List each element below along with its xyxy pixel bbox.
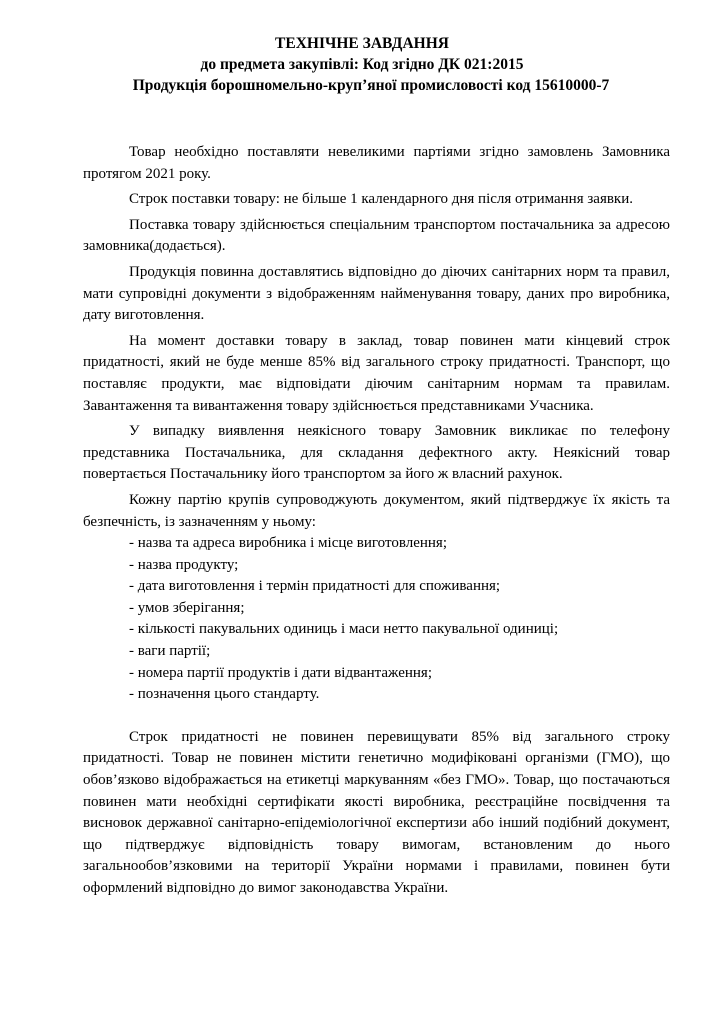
- paragraph-shelf-life: На момент доставки товару в заклад, товар повинен мати кінцевий строк придатності, який не буде менше 85% від загального строку придатності. Транспорт, що поставляє продукти, має відповідати діючим санітарним нормам та правилам. Завантаження та вивантаження товару здійснюється представниками Учасника.: [83, 332, 670, 414]
- document-header: [0, 33, 724, 96]
- paragraph-certificates: Строк придатності не повинен перевищувати 85% від загального строку придатності. Товар не повинен містити генетично модифіковані організми (ГМО), що обов’язково відображається на етикетці маркуванням «без ГМО». Товар, що постачаються повинен мати необхідні сертифікати якості виробника, реєстраційне посвідчення та висновок державної санітарно-епідеміологічної експертизи або інший подібний документ, що підтверджує відповідність товару вимогам, встановленим до нього загальнообов’язковими на території України нормами і правилами, повинен бути оформлений відповідно до вимог законодавства України.: [83, 728, 670, 896]
- paragraph-sanitary-norms: Продукція повинна доставлятись відповідно до діючих санітарних норм та правил, мати супровідні документи з відображенням найменування товару, даних про виробника, дату виготовлення.: [83, 263, 670, 324]
- paragraph-transport: Поставка товару здійснюється спеціальним транспортом постачальника за адресою замовника(додається).: [83, 216, 670, 255]
- list-item: - назва продукту;: [129, 556, 239, 573]
- paragraph-delivery-term: Строк поставки товару: не більше 1 календарного дня після отримання заявки.: [129, 191, 633, 208]
- document-title: ТЕХНІЧНЕ ЗАВДАННЯ: [275, 35, 449, 52]
- paragraph-defective-goods: У випадку виявлення неякісного товару Замовник викликає по телефону представника Постачальника, для складання дефектного акту. Неякісний товар повертається Постачальнику його транспортом за його ж власний рахунок.: [83, 423, 670, 483]
- list-item: - кількості пакувальних одиниць і маси нетто пакувальної одиниці;: [129, 621, 559, 638]
- list-item: - позначення цього стандарту.: [129, 686, 320, 703]
- list-item: - умов зберігання;: [129, 599, 245, 616]
- list-item: - дата виготовлення і термін придатності для споживання;: [129, 578, 501, 595]
- list-item: - назва та адреса виробника і місце виготовлення;: [129, 535, 447, 552]
- document-requirements-list: [83, 533, 670, 706]
- document-product-code: Продукція борошномельно-круп’яної промисловості код 15610000-7: [132, 77, 610, 94]
- paragraph-delivery-schedule: Товар необхідно поставляти невеликими партіями згідно замовлень Замовника протягом 2021 року.: [83, 144, 670, 182]
- list-item: - ваги партії;: [129, 643, 211, 660]
- document-subtitle: до предмета закупівлі: Код згідно ДК 021:2015: [200, 56, 524, 73]
- list-item: - номера партії продуктів і дати відвантаження;: [129, 664, 432, 681]
- paragraph-documents: Кожну партію крупів супроводжують документом, який підтверджує їх якість та безпечність, із зазначенням у ньому:: [83, 491, 670, 530]
- spacer: [83, 706, 670, 727]
- document-body: [83, 142, 670, 900]
